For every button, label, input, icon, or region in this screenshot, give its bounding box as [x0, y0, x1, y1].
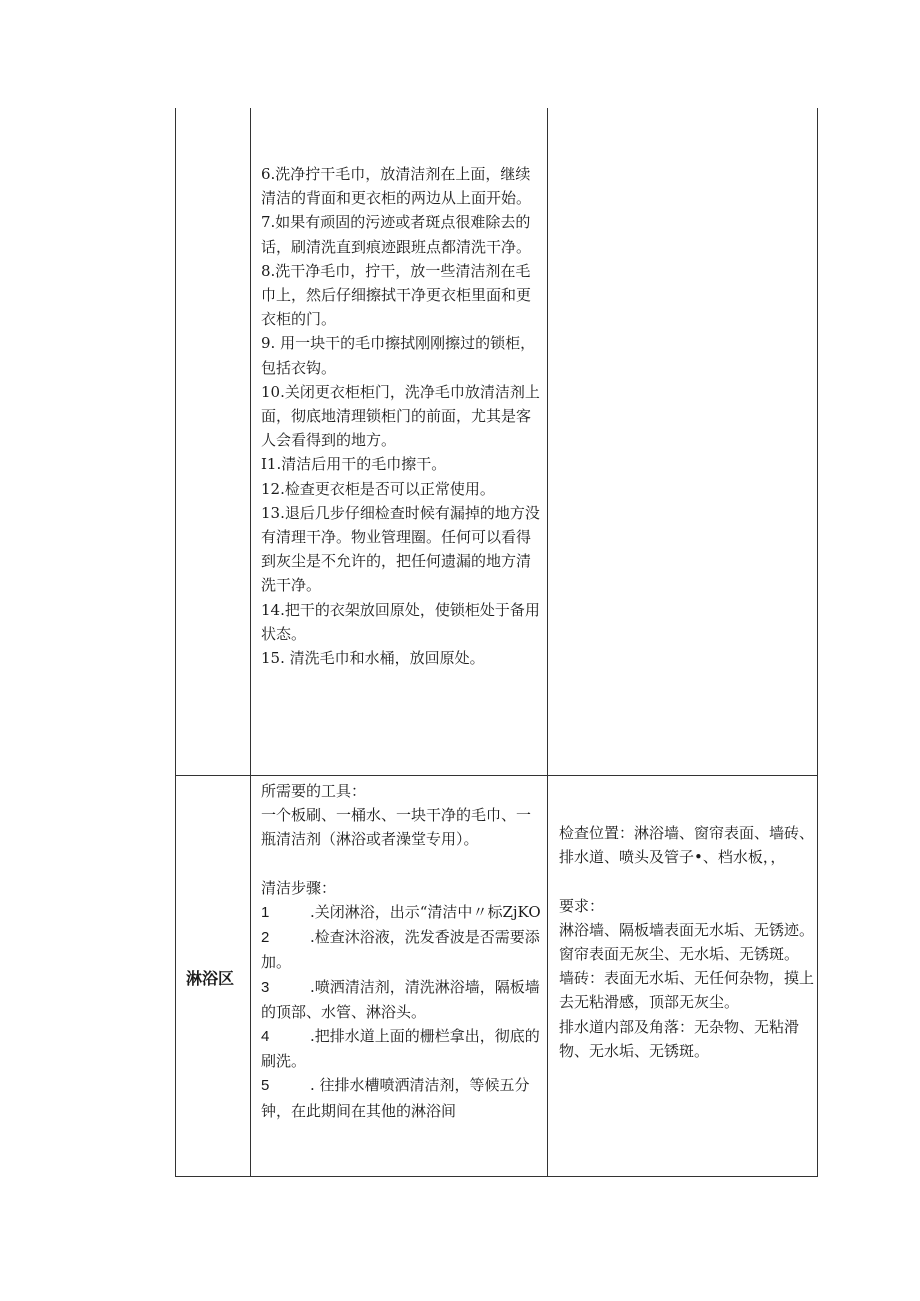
step-text: . 往排水槽喷洒清洁剂，等候五分钟，在此期间在其他的淋浴间: [261, 1076, 530, 1120]
steps-heading: 清洁步骤：: [261, 878, 337, 897]
step-number: 5: [261, 1077, 270, 1095]
step-text: .喷洒清洁剂，清洗淋浴墙，隔板墙的顶部、水管、淋浴头。: [261, 977, 540, 1021]
step-8: 8.洗干净毛巾，拧干，放一些清洁剂在毛巾上，然后仔细擦拭干净更衣柜里面和更衣柜的门。: [261, 261, 532, 329]
step-number: 1: [261, 904, 270, 921]
step-number: 3: [261, 978, 270, 996]
shower-steps-cell: [261, 779, 541, 1123]
requirement-3: 墙砖：表面无水垢、无任何杂物，摸上去无粘滑感，顶部无灰尘。: [559, 969, 815, 1012]
step-15: 15. 清洗毛巾和水桶，放回原处。: [261, 649, 485, 668]
requirement-4: 排水道内部及角落：无杂物、无粘滑物、无水垢、无锈斑。: [559, 1017, 800, 1060]
shower-step-5: [261, 1073, 541, 1122]
table-col-divider-2: [547, 108, 548, 1177]
shower-requirements-cell: [559, 821, 815, 1063]
table-bottom-border: [175, 1176, 818, 1177]
shower-step-4: [261, 1024, 541, 1073]
step-10: 10.关闭更衣柜柜门，洗净毛巾放清洁剂上面，彻底地清理锁柜门的前面，尤其是客人会看得到的地方。: [261, 382, 540, 450]
upper-steps-cell: [261, 162, 541, 670]
shower-step-2: [261, 925, 541, 974]
check-location: 检查位置：淋浴墙、窗帘表面、墙砖、排水道、喷头及管子•、档水板，，: [559, 824, 815, 867]
shower-step-1: [261, 900, 541, 925]
requirement-1: 淋浴墙、隔板墙表面无水垢、无锈迹。: [559, 920, 815, 939]
shower-step-3: [261, 975, 541, 1024]
requirements-heading: 要求：: [559, 896, 605, 915]
step-9: 9. 用一块干的毛巾擦拭刚刚擦过的锁柜，包括衣钩。: [261, 334, 536, 377]
step-13: 13.退后几步仔细检查时候有漏掉的地方没有清理干净。物业管理圈。任何可以看得到灰尘是不允许的，把任何遗漏的地方清洗干净。: [261, 503, 540, 595]
step-text: .关闭淋浴，出示“清洁中〃标ZjKO: [310, 903, 541, 921]
step-text: .检查沐浴液，洗发香波是否需要添加。: [261, 928, 540, 972]
table-left-border: [175, 108, 176, 1177]
table-row-divider: [175, 775, 818, 776]
area-label: 淋浴区: [186, 969, 235, 988]
requirement-2: 窗帘表面无灰尘、无水垢、无锈斑。: [559, 945, 800, 963]
step-number: 4: [261, 1028, 270, 1046]
table-right-border: [817, 108, 818, 1177]
step-11: I1.清洁后用干的毛巾擦干。: [261, 455, 447, 474]
step-number: 2: [261, 929, 270, 947]
step-14: 14.把干的衣架放回原处，使锁柜处于备用状态。: [261, 600, 540, 643]
step-7: 7.如果有顽固的污迹或者斑点很难除去的话，刷清洗直到痕迹跟班点都清洗干净。: [261, 213, 532, 256]
step-text: .把排水道上面的栅栏拿出，彻底的刷洗。: [261, 1027, 540, 1071]
tools-text: 一个板刷、一桶水、一块干净的毛巾、一瓶清洁剂（淋浴或者澡堂专用）。: [261, 806, 532, 849]
table-col-divider-1: [250, 108, 251, 1177]
tools-heading: 所需要的工具：: [261, 782, 367, 800]
step-12: 12.检查更衣柜是否可以正常使用。: [261, 479, 495, 498]
step-6: 6.洗净拧干毛巾，放清洁剂在上面，继续清洁的背面和更衣柜的两边从上面开始。: [261, 165, 532, 208]
